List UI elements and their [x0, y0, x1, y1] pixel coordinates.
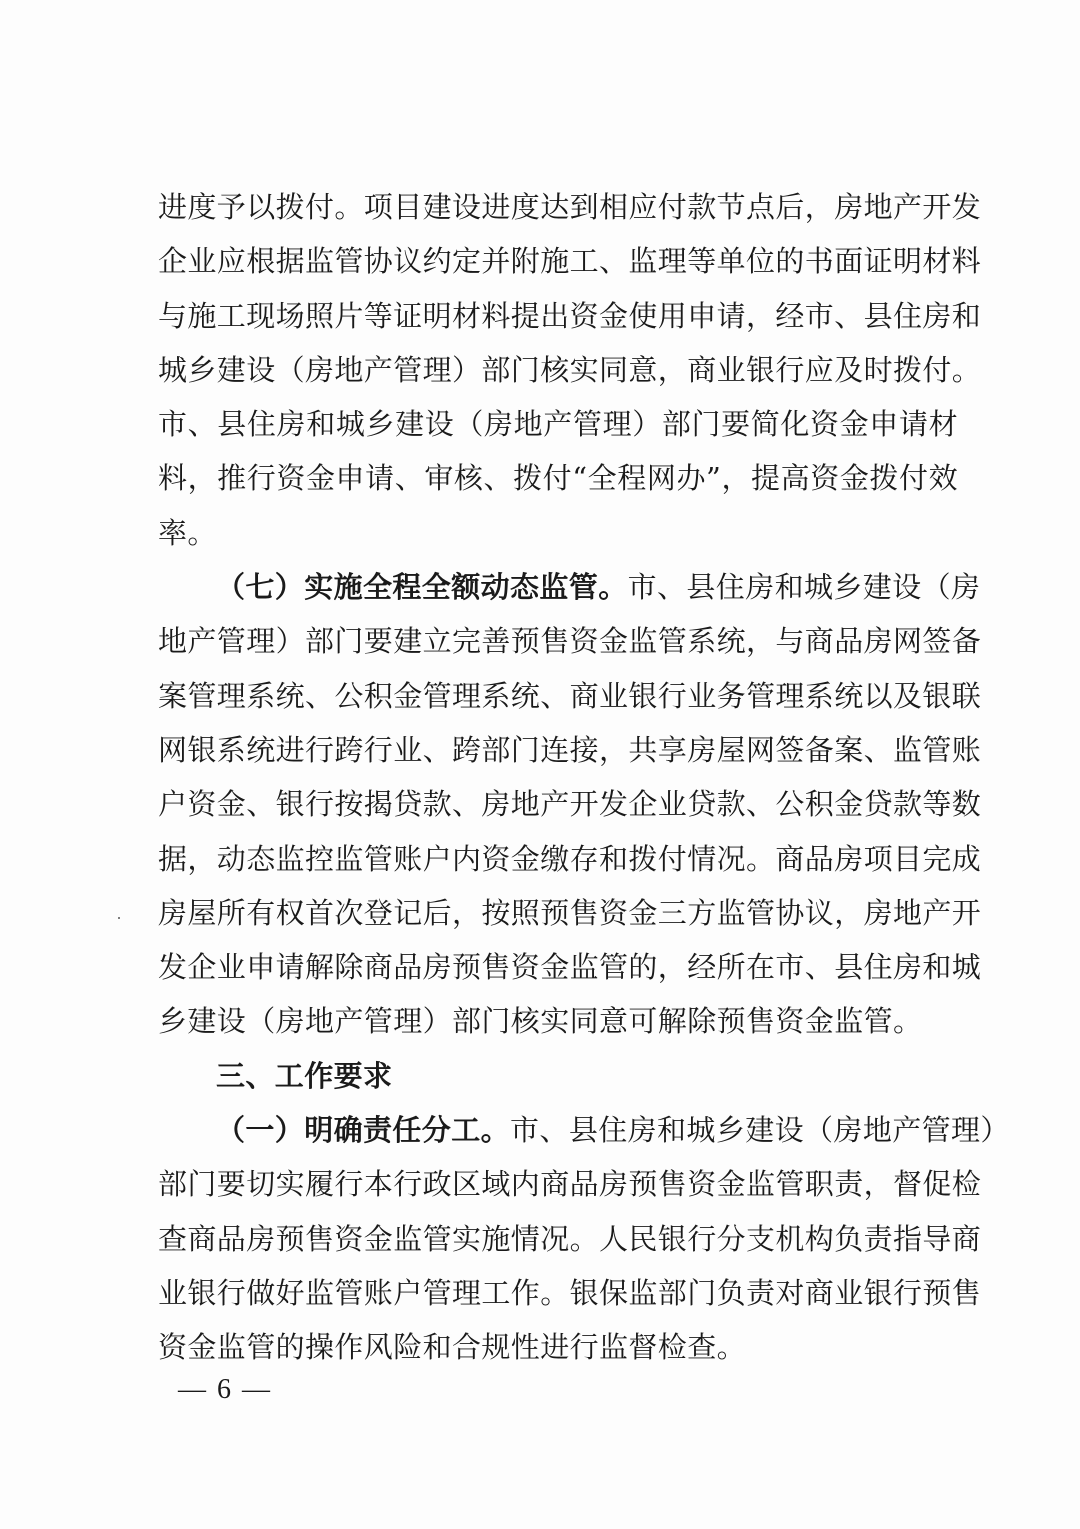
text-line: 案管理系统、公积金管理系统、商业银行业务管理系统以及银联	[158, 678, 982, 713]
text-line: 乡建设（房地产管理）部门核实同意可解除预售资金监管。	[158, 1004, 923, 1039]
text-line: 房屋所有权首次登记后，按照预售资金三方监管协议，房地产开	[158, 895, 982, 930]
text-line: 与施工现场照片等证明材料提出资金使用申请，经市、县住房和	[158, 298, 982, 333]
text-line: 企业应根据监管协议约定并附施工、监理等单位的书面证明材料	[158, 244, 982, 279]
text-line: 地产管理）部门要建立完善预售资金监管系统，与商品房网签备	[158, 624, 982, 659]
text-span: 市、县住房和城乡建设（房地产管理）	[510, 1113, 1010, 1148]
text-line: 料，推行资金申请、审核、拨付“全程网办”，提高资金拨付效	[158, 461, 958, 496]
paragraph-first-line	[158, 560, 981, 614]
page-number: — 6 —	[178, 1374, 272, 1405]
text-line: 部门要切实履行本行政区域内商品房预售资金监管职责，督促检	[158, 1167, 982, 1202]
text-line: 资金监管的操作风险和合规性进行监督检查。	[158, 1330, 747, 1365]
text-line: 进度予以拨付。项目建设进度达到相应付款节点后，房地产开发	[158, 190, 982, 224]
text-line: 城乡建设（房地产管理）部门核实同意，商业银行应及时拨付。	[158, 352, 982, 387]
subsection-heading: （七）实施全程全额动态监管。	[216, 570, 628, 605]
text-line: 率。	[158, 515, 217, 550]
text-line: 发企业申请解除商品房预售资金监管的，经所在市、县住房和城	[158, 950, 982, 985]
text-line: 查商品房预售资金监管实施情况。人民银行分支机构负责指导商	[158, 1221, 982, 1256]
text-line: 业银行做好监管账户管理工作。银保监部门负责对商业银行预售	[158, 1275, 982, 1310]
scan-speck	[118, 917, 120, 919]
section-heading: 三、工作要求	[216, 1058, 393, 1093]
paragraph-first-line	[158, 1103, 1010, 1157]
text-line: 户资金、银行按揭贷款、房地产开发企业贷款、公积金贷款等数	[158, 787, 982, 822]
subsection-heading: （一）明确责任分工。	[216, 1113, 511, 1148]
text-span: 市、县住房和城乡建设（房	[627, 570, 981, 605]
text-line: 网银系统进行跨行业、跨部门连接，共享房屋网签备案、监管账	[158, 732, 982, 767]
text-line: 市、县住房和城乡建设（房地产管理）部门要简化资金申请材	[158, 407, 958, 442]
document-body	[158, 180, 1010, 1375]
text-line: 据，动态监控监管账户内资金缴存和拨付情况。商品房项目完成	[158, 841, 982, 876]
